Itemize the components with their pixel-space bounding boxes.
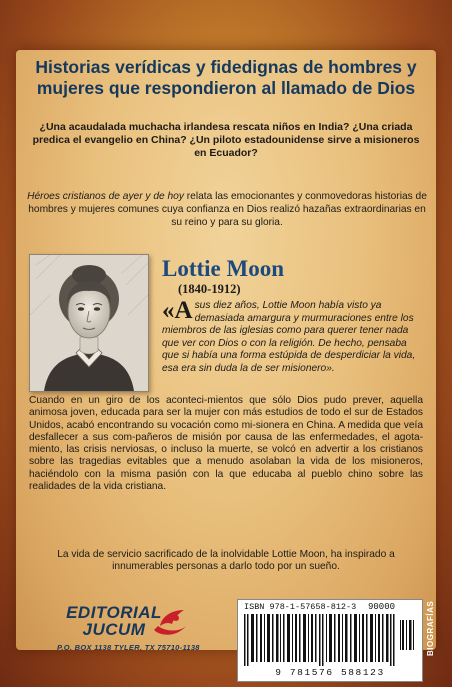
biography-paragraph-1: Cuando en un giro de los aconteci-mientos que sólo Dios pudo prever, aquella animosa joven, educada para ser la mujer con más estudios de todo el sur de Estados Unidos, acabó encontrando su vocación como mi-sionera en China. A medida que veía desfallecer a sus com-pañeros de misión por causa de las enfermedades, el agota-miento, las crisis nerviosas, o incluso la muerte, se volcó en advertir a los cristianos sobre las tragedias evitables que a menudo asolaban la vida de los misioneros, haciéndolo con la misma pasión con la que educaba al pueblo chino sobre las realidades de la vida cristiana. [29,395,423,493]
woman-portrait-icon [30,255,148,391]
publisher-address: P.O. BOX 1138 TYLER, TX 75710-1138 [57,643,200,652]
jucum-dove-logo-icon [150,606,190,640]
quote-text: sus diez años, Lottie Moon había visto ya demasiada amargura y murmuraciones entre los miembros de las iglesias como para querer tener nada que ver con Dios o con la religión. De hecho, pensaba que si había una forma estúpida de desperdiciar la vida, esa era sin duda la de ser misionero». [162,300,416,374]
isbn-text: ISBN 978-1-57658-812-3 [244,602,357,612]
biography-name: Lottie Moon [162,256,285,281]
barcode [237,599,423,682]
barcode-bars [242,614,418,666]
ean-digits: 9 781576 588123 [275,667,385,678]
biography-paragraph-2: La vida de servicio sacrificado de la inolvidable Lottie Moon, ha inspirado a innumerables personas a darlo todo por un sueño. [57,549,395,573]
biography-quote [162,297,420,375]
quote-dropcap: «A [162,297,193,324]
series-intro [26,190,428,229]
series-intro-text: relata las emocionantes y conmovedoras historias de hombres y mujeres comunes cuya confianza en Dios realizó hazañas extraordinarias en su reino y para su gloria. [28,191,427,228]
lead-questions: ¿Una acaudalada muchacha irlandesa rescata niños en India? ¿Una criada predica el evangelio en China? ¿Un piloto estadounidense sirve a misioneros en Ecuador? [32,121,420,159]
category-side-label: BIOGRAFÍAS [426,600,435,656]
biography-years: (1840-1912) [178,282,241,296]
series-name: Héroes cristianos de ayer y de hoy [27,191,184,202]
portrait-image [29,254,149,392]
headline: Historias verídicas y fidedignas de hombres y mujeres que respondieron al llamado de Dios [35,57,417,98]
publisher-name: EDITORIAL JUCUM [66,603,162,639]
price-code: 90000 [368,602,396,612]
